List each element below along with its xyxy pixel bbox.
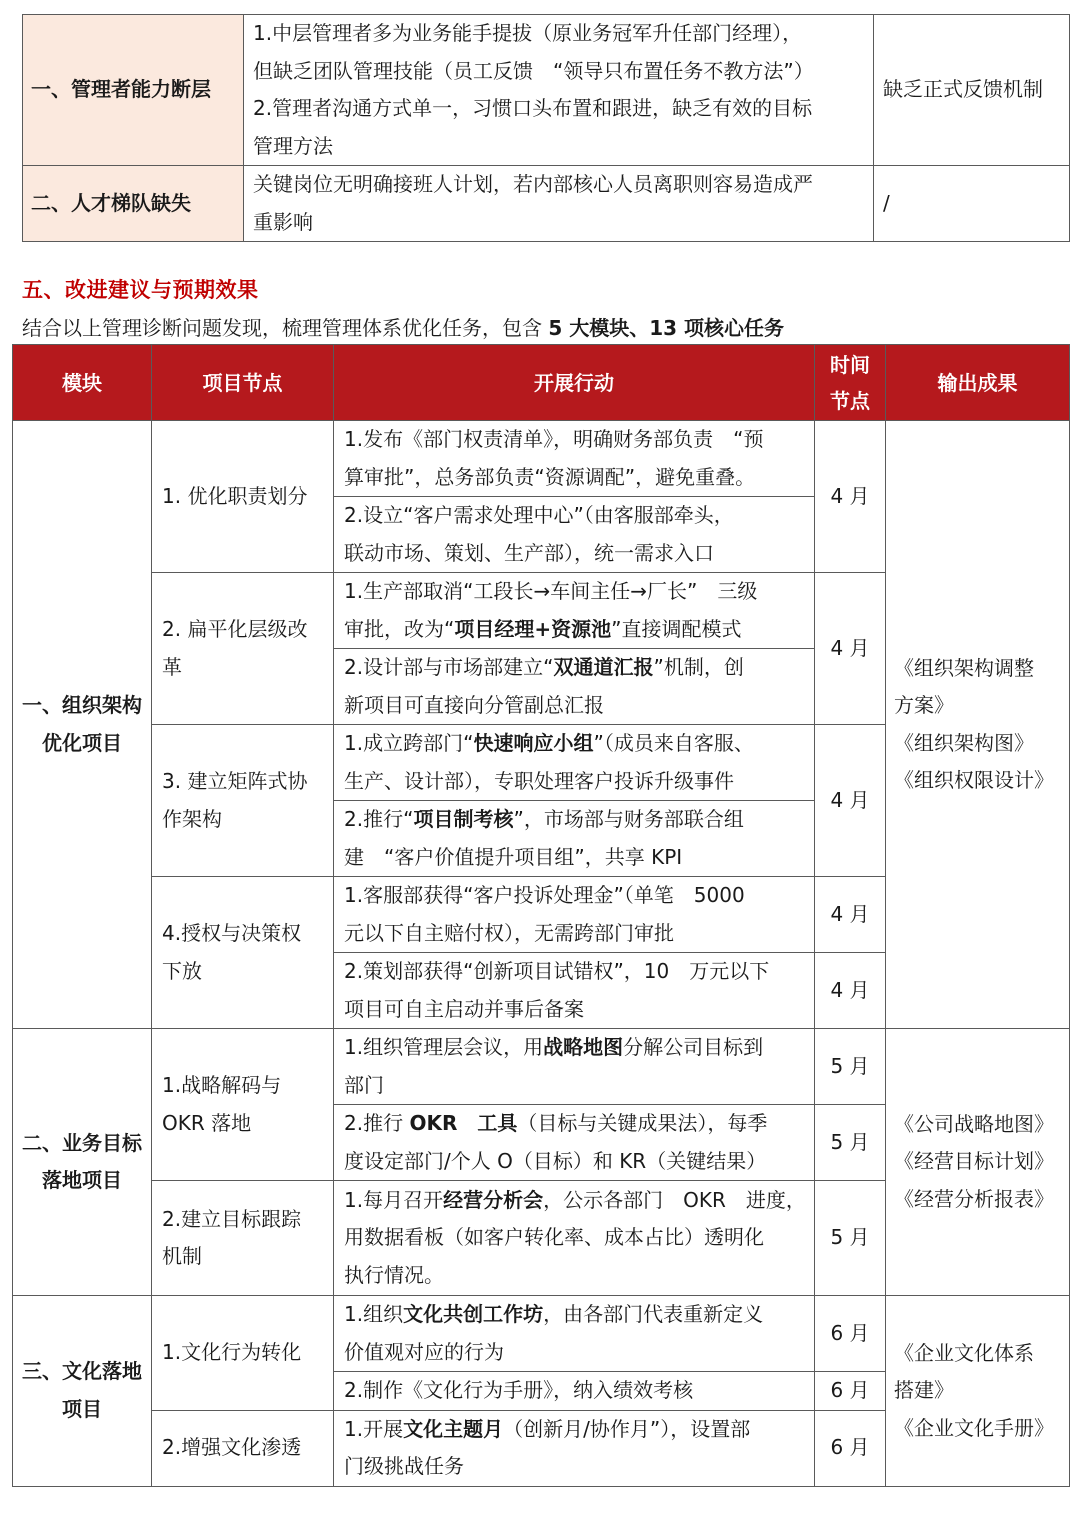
header-time-line: 节点 <box>830 388 870 413</box>
header-action: 开展行动 <box>334 345 815 421</box>
bold-text: OKR 工具 <box>409 1111 518 1135</box>
problem-label: 一、管理者能力断层 <box>23 15 244 166</box>
action-cell <box>334 725 815 801</box>
action-line <box>344 1411 808 1449</box>
action-cell <box>334 1105 815 1181</box>
module-name-line: 二、业务目标 <box>22 1130 142 1155</box>
section-title: 五、改进建议与预期效果 <box>22 278 259 302</box>
action-line: 项目可自主启动并事后备案 <box>344 996 584 1021</box>
header-time <box>815 345 886 421</box>
bold-text: 双通道汇报 <box>553 655 654 679</box>
table-row <box>13 1029 1070 1105</box>
module-name-line: 优化项目 <box>42 730 122 755</box>
problem-description <box>244 166 874 242</box>
time-cell: 6 月 <box>815 1410 886 1486</box>
node-line: 2. 扁平化层级改 <box>162 617 308 641</box>
action-cell <box>334 649 815 725</box>
action-line: 价值观对应的行为 <box>344 1339 504 1364</box>
text-line: 重影响 <box>253 209 313 234</box>
text: ”直接调配模式 <box>611 616 742 641</box>
header-time-line: 时间 <box>830 352 870 377</box>
text-line: 2.管理者沟通方式单一，习惯口头布置和跟进，缺乏有效的目标 <box>253 96 813 120</box>
output-line: 《组织架构调整 <box>894 655 1034 680</box>
node-cell <box>152 421 334 573</box>
node-cell <box>152 1029 334 1181</box>
node-line: 1.战略解码与 <box>162 1073 282 1097</box>
table-row <box>23 166 1070 242</box>
text-line: 1.中层管理者多为业务能手提拔（原业务冠军升任部门经理）， <box>253 21 803 45</box>
text-line: 关键岗位无明确接班人计划，若内部核心人员离职则容易造成严 <box>253 172 813 196</box>
time-cell: 4 月 <box>815 421 886 573</box>
action-line: 1.生产部取消“工段长→车间主任→厂长” 三级 <box>344 579 758 603</box>
action-line <box>344 1182 808 1220</box>
node-line: 4.授权与决策权 <box>162 921 302 945</box>
action-line <box>344 725 808 763</box>
action-line: 门级挑战任务 <box>344 1454 464 1478</box>
bold-text: 快速响应小组 <box>473 731 594 755</box>
text: ”机制，创 <box>653 655 744 679</box>
text: 1.每月召开 <box>344 1187 444 1212</box>
action-line <box>344 1296 808 1334</box>
action-cell <box>334 421 815 497</box>
text: 2.推行“ <box>344 807 414 831</box>
node-line: 作架构 <box>162 806 222 831</box>
action-line: 执行情况。 <box>344 1262 444 1287</box>
output-line: 《经营分析报表》 <box>894 1186 1054 1211</box>
output-cell <box>886 1296 1070 1487</box>
action-cell <box>334 1296 815 1372</box>
bold-text: 项目制考核 <box>413 807 514 831</box>
action-line: 新项目可直接向分管副总汇报 <box>344 692 604 717</box>
table-row <box>13 421 1070 497</box>
output-line: 《企业文化手册》 <box>894 1415 1054 1440</box>
table-header-row <box>13 345 1070 421</box>
action-line: 2.制作《文化行为手册》，纳入绩效考核 <box>344 1378 694 1402</box>
module-name-line: 一、组织架构 <box>22 693 142 717</box>
text: 2.推行 <box>344 1111 410 1135</box>
node-cell <box>152 725 334 877</box>
action-line: 元以下自主赔付权），无需跨部门审批 <box>344 920 674 945</box>
action-line: 建 “客户价值提升项目组”，共享 KPI <box>344 844 683 869</box>
action-line: 1.发布《部门权责清单》，明确财务部负责 “预 <box>344 427 764 451</box>
output-line: 《经营目标计划》 <box>894 1149 1054 1174</box>
node-line: 革 <box>162 654 182 679</box>
module-cell <box>13 1029 152 1296</box>
text: ，公示各部门 OKR 进度， <box>543 1187 806 1212</box>
problem-note: 缺乏正式反馈机制 <box>874 15 1070 166</box>
action-cell <box>334 1181 815 1296</box>
module-cell <box>13 1296 152 1487</box>
time-cell: 4 月 <box>815 725 886 877</box>
action-cell <box>334 1029 815 1105</box>
output-line: 《组织架构图》 <box>894 730 1034 755</box>
improvement-plan-table <box>12 344 1070 1487</box>
text: 1.组织管理层会议，用 <box>344 1035 544 1059</box>
time-cell: 5 月 <box>815 1181 886 1296</box>
text-line: 但缺乏团队管理技能（员工反馈 “领导只布置任务不教方法”） <box>253 58 814 83</box>
module-name-line: 项目 <box>62 1396 102 1421</box>
problem-label: 二、人才梯队缺失 <box>23 166 244 242</box>
text: ”（成员来自客服、 <box>593 731 754 755</box>
node-cell <box>152 573 334 725</box>
output-cell <box>886 421 1070 1029</box>
output-line: 《公司战略地图》 <box>894 1111 1054 1136</box>
table-row <box>23 15 1070 166</box>
text: 1.开展 <box>344 1416 404 1441</box>
node-line: 1. 优化职责划分 <box>162 483 308 508</box>
action-line: 生产、设计部），专职处理客户投诉升级事件 <box>344 768 734 793</box>
action-line: 度设定部门/个人 O（目标）和 KR（关键结果） <box>344 1148 767 1173</box>
text: 审批，改为“ <box>344 616 455 641</box>
header-module: 模块 <box>13 345 152 421</box>
time-cell: 6 月 <box>815 1372 886 1411</box>
bold-text: 战略地图 <box>543 1035 624 1059</box>
bold-text: 文化共创工作坊 <box>403 1302 544 1326</box>
text: （创新月/协作月”），设置部 <box>503 1416 751 1441</box>
module-name-line: 落地项目 <box>42 1168 122 1192</box>
table-row <box>13 1296 1070 1372</box>
module-cell <box>13 421 152 1029</box>
time-cell: 4 月 <box>815 877 886 953</box>
bold-text: 文化主题月 <box>403 1416 504 1441</box>
text: 分解公司目标到 <box>623 1035 764 1059</box>
intro-highlight: 5 大模块、13 项核心任务 <box>548 316 785 340</box>
action-cell <box>334 1410 815 1486</box>
node-line: 机制 <box>162 1244 202 1268</box>
node-line: OKR 落地 <box>162 1110 252 1135</box>
output-line: 《组织权限设计》 <box>894 768 1054 792</box>
time-cell: 6 月 <box>815 1296 886 1372</box>
action-cell <box>334 953 815 1029</box>
text: 1.成立跨部门“ <box>344 731 474 755</box>
time-cell: 5 月 <box>815 1105 886 1181</box>
action-line <box>344 801 808 839</box>
node-line: 下放 <box>162 958 202 983</box>
module-name-line: 三、文化落地 <box>22 1359 142 1384</box>
action-cell <box>334 497 815 573</box>
action-line: 算审批”，总务部负责“资源调配”，避免重叠。 <box>344 464 756 489</box>
output-cell <box>886 1029 1070 1296</box>
diagnosis-table <box>22 14 1070 242</box>
node-cell <box>152 1181 334 1296</box>
text: 1.组织 <box>344 1302 404 1326</box>
time-cell: 5 月 <box>815 1029 886 1105</box>
text: 2.设计部与市场部建立“ <box>344 655 554 679</box>
text-line: 管理方法 <box>253 133 333 158</box>
bold-text: 项目经理+资源池 <box>454 616 612 641</box>
time-cell: 4 月 <box>815 573 886 725</box>
node-cell <box>152 877 334 1029</box>
action-cell <box>334 573 815 649</box>
action-line <box>344 649 808 687</box>
node-line: 2.增强文化渗透 <box>162 1435 302 1460</box>
section-intro <box>22 312 784 341</box>
output-line: 方案》 <box>894 693 954 717</box>
action-line <box>344 611 808 649</box>
action-line: 2.策划部获得“创新项目试错权”，10 万元以下 <box>344 959 770 983</box>
action-cell <box>334 1372 815 1411</box>
action-line <box>344 1029 808 1067</box>
node-line: 2.建立目标跟踪 <box>162 1206 302 1231</box>
action-cell <box>334 877 815 953</box>
node-line: 3. 建立矩阵式协 <box>162 769 308 793</box>
action-line: 联动市场、策划、生产部），统一需求入口 <box>344 540 714 565</box>
output-line: 《企业文化体系 <box>894 1340 1034 1365</box>
text: ，由各部门代表重新定义 <box>543 1302 764 1326</box>
time-cell: 4 月 <box>815 953 886 1029</box>
action-line: 2.设立“客户需求处理中心”（由客服部牵头， <box>344 503 734 527</box>
bold-text: 经营分析会 <box>443 1187 544 1212</box>
text: （目标与关键成果法），每季 <box>517 1111 768 1135</box>
action-line: 部门 <box>344 1072 384 1097</box>
action-line: 1.客服部获得“客户投诉处理金”（单笔 5000 <box>344 883 745 907</box>
node-cell <box>152 1296 334 1411</box>
problem-note: / <box>874 166 1070 242</box>
action-line: 用数据看板（如客户转化率、成本占比）透明化 <box>344 1225 764 1250</box>
problem-description <box>244 15 874 166</box>
node-line: 1.文化行为转化 <box>162 1340 302 1364</box>
node-cell <box>152 1410 334 1486</box>
intro-text: 结合以上管理诊断问题发现，梳理管理体系优化任务，包含 <box>22 316 549 340</box>
header-node: 项目节点 <box>152 345 334 421</box>
text: ”，市场部与财务部联合组 <box>513 807 744 831</box>
action-line <box>344 1105 808 1143</box>
action-cell <box>334 801 815 877</box>
output-line: 搭建》 <box>894 1378 954 1402</box>
header-output: 输出成果 <box>886 345 1070 421</box>
